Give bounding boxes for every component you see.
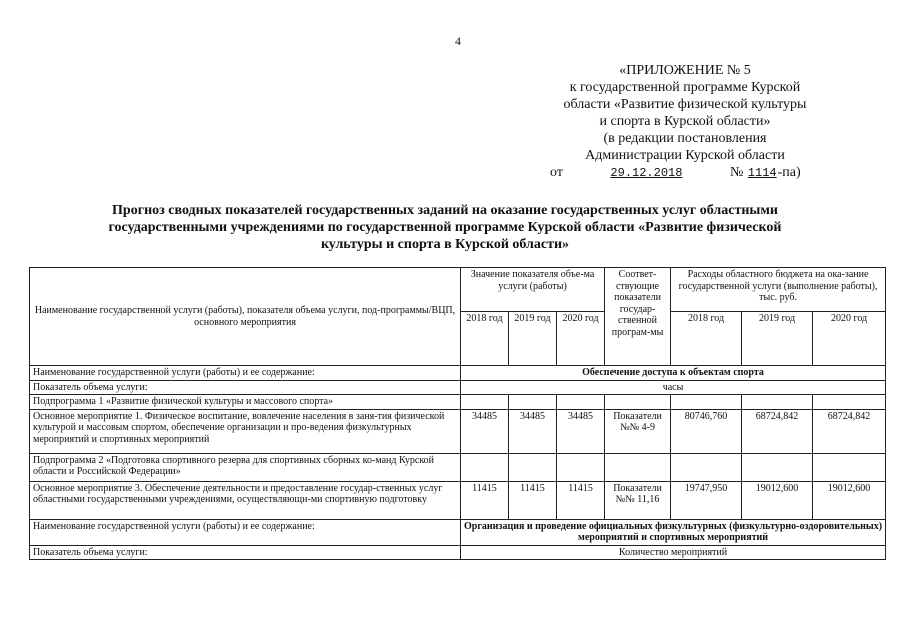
appendix-line: Администрации Курской области [585, 148, 785, 163]
header-name-column: Наименование государственной услуги (работы), показателя объема услуги, под-программы/ВЦП, основного мероприятия [30, 268, 461, 366]
table-row [30, 409, 886, 453]
indicators: Показатели №№ 4-9 [605, 409, 671, 453]
header-year-expense: 2019 год [742, 312, 813, 366]
resolution-date-line [535, 164, 835, 182]
title-line: культуры и спорта в Курской области» [320, 237, 570, 252]
appendix-line: «ПРИЛОЖЕНИЕ № 5 [619, 63, 751, 78]
appendix-line: области «Развитие физической культуры [563, 97, 807, 112]
header-year-value: 2019 год [509, 312, 557, 366]
expense-2020: 19012,600 [813, 481, 886, 519]
header-value-group: Значение показателя объе-ма услуги (работы) [461, 268, 605, 312]
expense-2019: 68724,842 [742, 409, 813, 453]
header-year-expense: 2020 год [813, 312, 886, 366]
indicator-label: Показатель объема услуги: [30, 380, 461, 395]
header-year-value: 2020 год [557, 312, 605, 366]
title-line: государственными учреждениями по государственной программе Курской области «Развитие физической [108, 220, 782, 235]
value-2019: 34485 [509, 409, 557, 453]
table-row [30, 481, 886, 519]
appendix-header [535, 62, 835, 182]
value-2018: 11415 [461, 481, 509, 519]
indicator-value: Количество мероприятий [461, 545, 886, 560]
table-row [30, 453, 886, 481]
value-2020: 34485 [557, 409, 605, 453]
resolution-date: 29.12.2018 [610, 166, 683, 180]
header-year-expense: 2018 год [671, 312, 742, 366]
forecast-table [29, 267, 886, 560]
header-year-value: 2018 год [461, 312, 509, 366]
appendix-line: к государственной программе Курской [569, 80, 801, 95]
resolution-number: 1114 [747, 166, 777, 180]
indicators: Показатели №№ 11,16 [605, 481, 671, 519]
number-label: № [729, 165, 744, 180]
appendix-line: и спорта в Курской области» [599, 114, 771, 129]
subprogram-title: Подпрограмма 2 «Подготовка спортивного резерва для спортивных сборных ко-манд Курской области и Российской Федерации» [30, 453, 461, 481]
table-row [30, 545, 886, 560]
expense-2019: 19012,600 [742, 481, 813, 519]
service-label: Наименование государственной услуги (работы) и ее содержание: [30, 519, 461, 545]
indicator-value: часы [461, 380, 886, 395]
service-label: Наименование государственной услуги (работы) и ее содержание: [30, 366, 461, 381]
header-indicator-column: Соответ-ствующие показатели государ-ственной програм-мы [605, 268, 671, 366]
value-2018: 34485 [461, 409, 509, 453]
value-2020: 11415 [557, 481, 605, 519]
table-row [30, 519, 886, 545]
service-value: Обеспечение доступа к объектам спорта [461, 366, 886, 381]
appendix-line: (в редакции постановления [603, 131, 767, 146]
page-number: 4 [455, 34, 461, 48]
title-line: Прогноз сводных показателей государственных заданий на оказание государственных услуг областными [112, 203, 778, 218]
from-label: от [550, 165, 563, 180]
subprogram-title: Подпрограмма 1 «Развитие физической культуры и массового спорта» [30, 395, 461, 410]
table-row [30, 395, 886, 410]
document-title [50, 202, 840, 253]
expense-2018: 80746,760 [671, 409, 742, 453]
service-value: Организация и проведение официальных физкультурных (физкультурно-оздоровительных) мероприятий и спортивных мероприятий [461, 519, 886, 545]
event-name: Основное мероприятие 1. Физическое воспитание, вовлечение населения в заня-тия физической культурой и массовым спортом, обеспечение организации и про-ведения физкультурных мероприятий и спортивных мероприятий [30, 409, 461, 453]
indicator-label: Показатель объема услуги: [30, 545, 461, 560]
event-name: Основное мероприятие 3. Обеспечение деятельности и предоставление государ-ственных услуг областными государственными учреждениями, осуществляющи-ми спортивную подготовку [30, 481, 461, 519]
value-2019: 11415 [509, 481, 557, 519]
table-row [30, 366, 886, 381]
number-suffix: -па) [777, 165, 801, 180]
header-expense-group: Расходы областного бюджета на ока-зание государственной услуги (выполнение работы), тыс. руб. [671, 268, 886, 312]
expense-2020: 68724,842 [813, 409, 886, 453]
table-row [30, 380, 886, 395]
expense-2018: 19747,950 [671, 481, 742, 519]
